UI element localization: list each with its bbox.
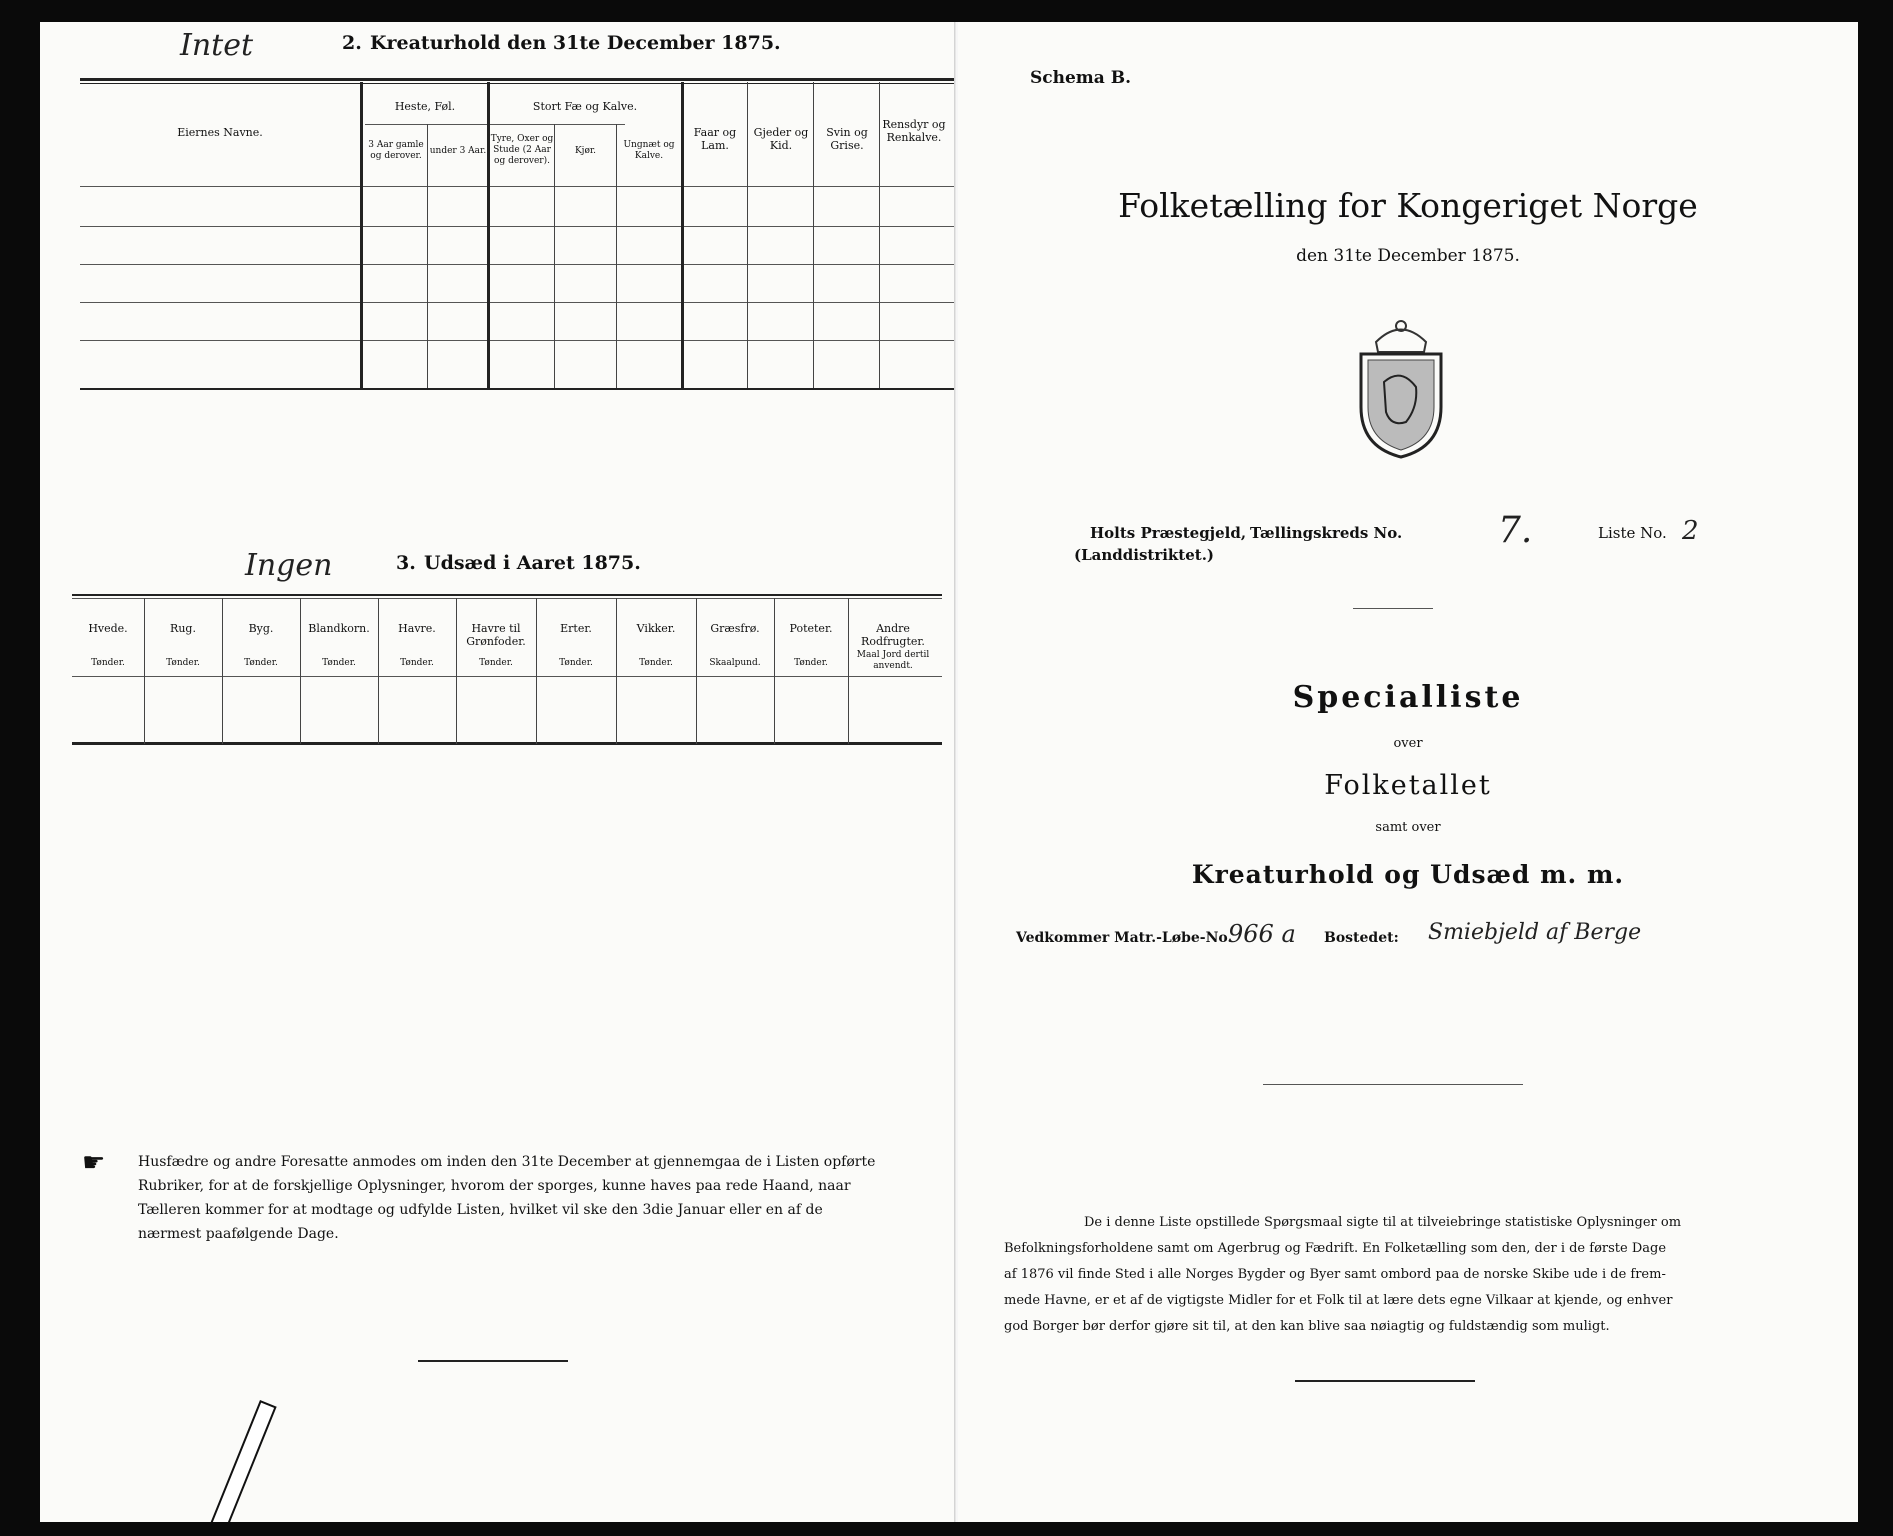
header-horses: Heste, Føl. — [394, 100, 456, 113]
seed-column-unit: Tønder. — [479, 658, 513, 668]
section2-title: Kreaturhold den 31te December 1875. — [370, 32, 781, 54]
seed-column-unit: Tønder. — [639, 658, 673, 668]
column-divider — [144, 598, 145, 744]
column-divider — [222, 598, 223, 744]
seed-column-name: Havre til Grønfoder. — [466, 622, 526, 648]
left-page — [40, 22, 958, 1522]
seed-column-name: Byg. — [248, 622, 274, 635]
notice-line: Tælleren kommer for at modtage og udfylde Listen, hvilket vil ske den 3die Januar eller en af de — [138, 1202, 823, 1218]
divider — [1295, 1380, 1475, 1382]
header-cattle-cows: Kjør. — [574, 146, 597, 156]
seed-column-unit: Tønder. — [400, 658, 434, 668]
seed-column-unit: Tønder. — [559, 658, 593, 668]
seed-column-unit: Skaalpund. — [709, 658, 761, 668]
seed-column-unit: Tønder. — [244, 658, 278, 668]
seed-column-name: Blandkorn. — [308, 622, 370, 635]
column-divider — [536, 598, 537, 744]
paragraph-line: god Borger bør derfor gjøre sit til, at den kan blive saa nøiagtig og fuldstændig som muligt. — [1004, 1319, 1610, 1334]
seed-column-name: Andre Rodfrugter. — [861, 622, 925, 648]
header-goats: Gjeder og Kid. — [753, 126, 809, 152]
seed-column-name: Vikker. — [636, 622, 676, 635]
header-cattle-bulls: Tyre, Oxer og Stude (2 Aar og derover). — [490, 134, 554, 166]
bosted-label: Bostedet: — [1324, 930, 1399, 946]
seed-column-name: Græsfrø. — [710, 622, 760, 635]
column-divider — [774, 598, 775, 744]
kreaturhold-heading: Kreaturhold og Udsæd m. m. — [1191, 860, 1625, 889]
divider — [418, 1360, 568, 1362]
seed-column-name: Rug. — [170, 622, 196, 635]
seed-column-unit: Tønder. — [794, 658, 828, 668]
parish-label: Holts Præstegjeld, — [1090, 524, 1247, 542]
seed-column-unit: Maal Jord dertil anvendt. — [856, 650, 930, 671]
notice-line: Rubriker, for at de forskjellige Oplysninger, hvorom der sporges, kunne haves paa rede Haand, naar — [138, 1178, 851, 1194]
column-divider — [378, 598, 379, 744]
over-text: over — [1393, 736, 1423, 751]
main-title: Folketælling for Kongeriget Norge — [1118, 186, 1698, 225]
seed-column-unit: Tønder. — [322, 658, 356, 668]
seed-column-name: Poteter. — [789, 622, 833, 635]
list-value: 2 — [1682, 516, 1699, 546]
paragraph-line: Befolkningsforholdene samt om Agerbrug og Fædrift. En Folketælling som den, der i de første Dage — [1004, 1241, 1667, 1256]
divider — [1263, 1084, 1523, 1085]
specialliste-heading: Specialliste — [1292, 680, 1524, 715]
notice-line: nærmest paafølgende Dage. — [138, 1226, 339, 1242]
column-divider — [616, 598, 617, 744]
pen-image — [210, 1400, 277, 1522]
divider — [1353, 608, 1433, 609]
list-label: Liste No. — [1598, 524, 1667, 542]
notice-line: Husfædre og andre Foresatte anmodes om inden den 31te December at gjennemgaa de i Listen opførte — [138, 1154, 876, 1170]
matr-label: Vedkommer Matr.-Løbe-No. — [1016, 930, 1233, 946]
coat-of-arms-icon — [1346, 312, 1456, 462]
paragraph-line: De i denne Liste opstillede Spørgsmaal sigte til at tilveiebringe statistiske Oplysninger om — [1084, 1215, 1682, 1230]
header-horses-young: under 3 Aar. — [429, 146, 487, 156]
handwritten-intet: Intet — [180, 28, 254, 63]
right-page — [958, 22, 1858, 1522]
header-cattle: Stort Fæ og Kalve. — [532, 100, 638, 113]
paragraph-line: af 1876 vil finde Sted i alle Norges Bygder og Byer samt ombord paa de norske Skibe ude i de frem- — [1004, 1267, 1666, 1282]
circuit-label: Tællingskreds No. — [1250, 524, 1403, 542]
handwritten-ingen: Ingen — [245, 548, 333, 583]
schema-label: Schema B. — [1030, 68, 1132, 88]
column-divider — [300, 598, 301, 744]
header-horses-old: 3 Aar gamle og derover. — [368, 140, 424, 161]
seed-column-name: Havre. — [398, 622, 436, 635]
pointing-hand-icon: ☛ — [82, 1148, 106, 1178]
seed-column-unit: Tønder. — [166, 658, 200, 668]
explanation-paragraph — [1004, 1210, 1681, 1340]
seed-column-name: Hvede. — [88, 622, 128, 635]
seed-column-unit: Tønder. — [91, 658, 125, 668]
header-pigs: Svin og Grise. — [826, 126, 868, 152]
samt-over-text: samt over — [1375, 820, 1441, 835]
section3-number: 3. — [396, 552, 416, 574]
seed-column-name: Erter. — [560, 622, 592, 635]
date-subtitle: den 31te December 1875. — [1296, 246, 1520, 266]
header-reindeer: Rensdyr og Renkalve. — [882, 118, 946, 144]
header-owner: Eiernes Navne. — [177, 126, 263, 139]
section3-title: Udsæd i Aaret 1875. — [424, 552, 641, 574]
header-cattle-young: Ungnæt og Kalve. — [623, 140, 675, 161]
section2-number: 2. — [342, 32, 362, 54]
folketallet-heading: Folketallet — [1324, 770, 1492, 801]
matr-value: 966 a — [1228, 920, 1296, 948]
district-label: (Landdistriktet.) — [1074, 546, 1215, 564]
column-divider — [696, 598, 697, 744]
circuit-value: 7. — [1498, 510, 1533, 551]
notice-text — [138, 1150, 875, 1246]
bosted-value: Smiebjeld af Berge — [1428, 920, 1642, 945]
header-sheep: Faar og Lam. — [693, 126, 737, 152]
column-divider — [456, 598, 457, 744]
paragraph-line: mede Havne, er et af de vigtigste Midler for et Folk til at lære dets egne Vilkaar at kjende, og enhver — [1004, 1293, 1673, 1308]
